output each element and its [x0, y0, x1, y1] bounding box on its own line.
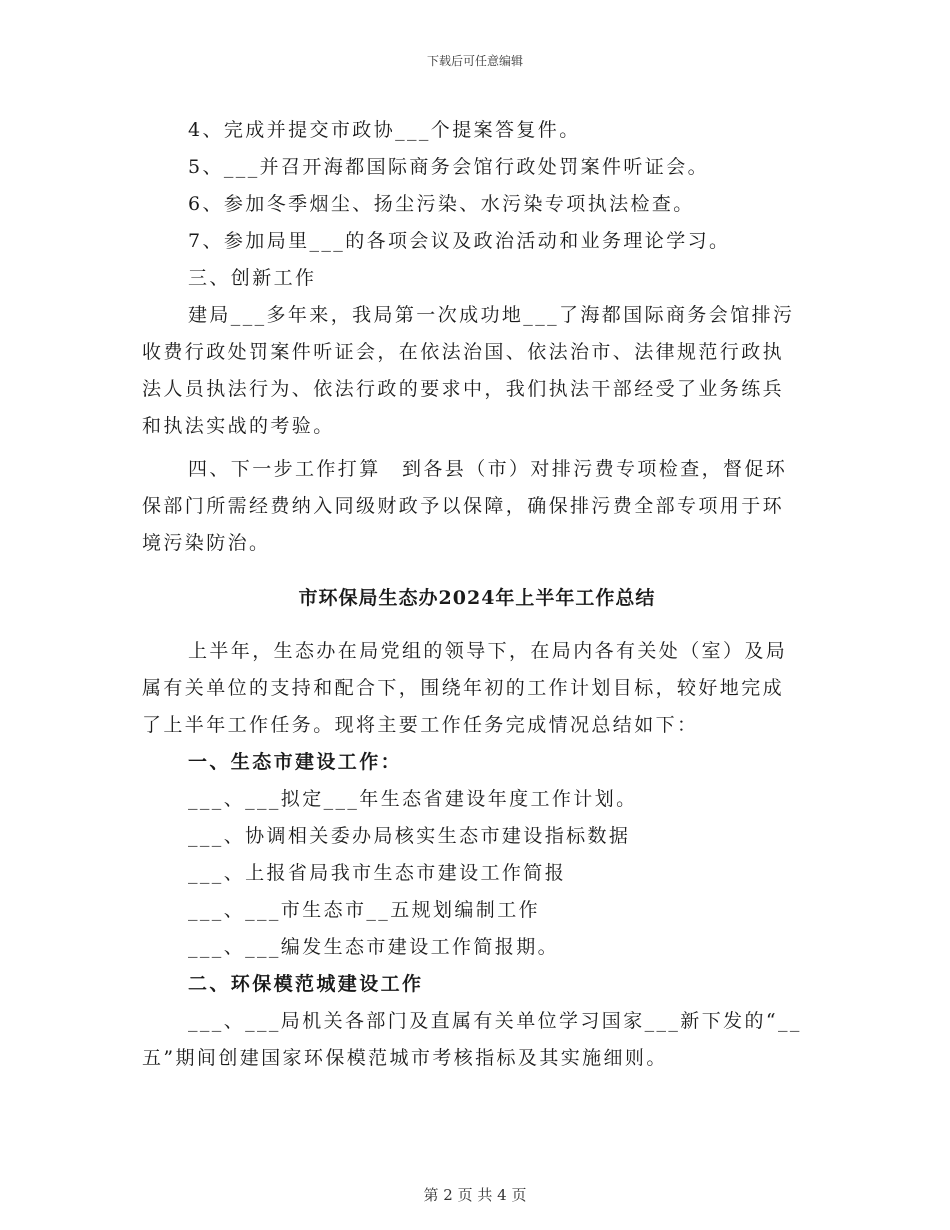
section-heading-innovation: 三、创新工作	[188, 267, 317, 289]
list-item: 6、参加冬季烟尘、扬尘污染、水污染专项执法检查。	[188, 193, 695, 215]
paragraph-innovation	[142, 297, 812, 445]
paragraph-next-steps	[142, 451, 812, 562]
paragraph-line: 四、下一步工作打算 到各县（市）对排污费专项检查，督促环	[188, 458, 788, 480]
list-item: ___、上报省局我市生态市建设工作简报	[188, 862, 567, 884]
paragraph-line: 境污染防治。	[142, 532, 271, 554]
list-item: 5、___并召开海都国际商务会馆行政处罚案件听证会。	[188, 156, 709, 178]
paragraph-line: 法人员执法行为、依法行政的要求中，我们执法干部经受了业务练兵	[142, 378, 785, 400]
document-title: 市环保局生态办2024年上半年工作总结	[298, 587, 656, 609]
paragraph-line: ___、___局机关各部门及直属有关单位学习国家___新下发的“__	[188, 1010, 802, 1032]
document-body	[142, 112, 812, 1077]
paragraph-intro	[142, 633, 812, 744]
list-item: ___、___编发生态市建设工作简报期。	[188, 936, 560, 958]
page-header: 下载后可任意编辑	[426, 54, 523, 68]
list-item: 4、完成并提交市政协___个提案答复件。	[188, 119, 581, 141]
list-item: ___、___市生态市__五规划编制工作	[188, 899, 541, 921]
list-item: ___、协调相关委办局核实生态市建设指标数据	[188, 825, 631, 847]
paragraph-line: 了上半年工作任务。现将主要工作任务完成情况总结如下：	[142, 714, 699, 736]
paragraph-line: 和执法实战的考验。	[142, 415, 335, 437]
paragraph-line: 属有关单位的支持和配合下，围绕年初的工作计划目标，较好地完成	[142, 677, 785, 699]
paragraph-model-city	[142, 1003, 812, 1077]
list-item: ___、___拟定___年生态省建设年度工作计划。	[188, 788, 638, 810]
page-footer: 第 2 页 共 4 页	[423, 1186, 527, 1204]
section-heading-model-city: 二、环保模范城建设工作	[188, 973, 424, 995]
paragraph-line: 收费行政处罚案件听证会，在依法治国、依法治市、法律规范行政执	[142, 341, 785, 363]
paragraph-line: 保部门所需经费纳入同级财政予以保障，确保排污费全部专项用于环	[142, 495, 785, 517]
paragraph-line: 五”期间创建国家环保模范城市考核指标及其实施细则。	[142, 1047, 668, 1069]
paragraph-line: 上半年，生态办在局党组的领导下，在局内各有关处（室）及局	[188, 640, 788, 662]
list-item: 7、参加局里___的各项会议及政治活动和业务理论学习。	[188, 230, 731, 252]
paragraph-line: 建局___多年来，我局第一次成功地___了海都国际商务会馆排污	[188, 304, 795, 326]
section-heading-eco-city: 一、生态市建设工作：	[188, 751, 403, 773]
